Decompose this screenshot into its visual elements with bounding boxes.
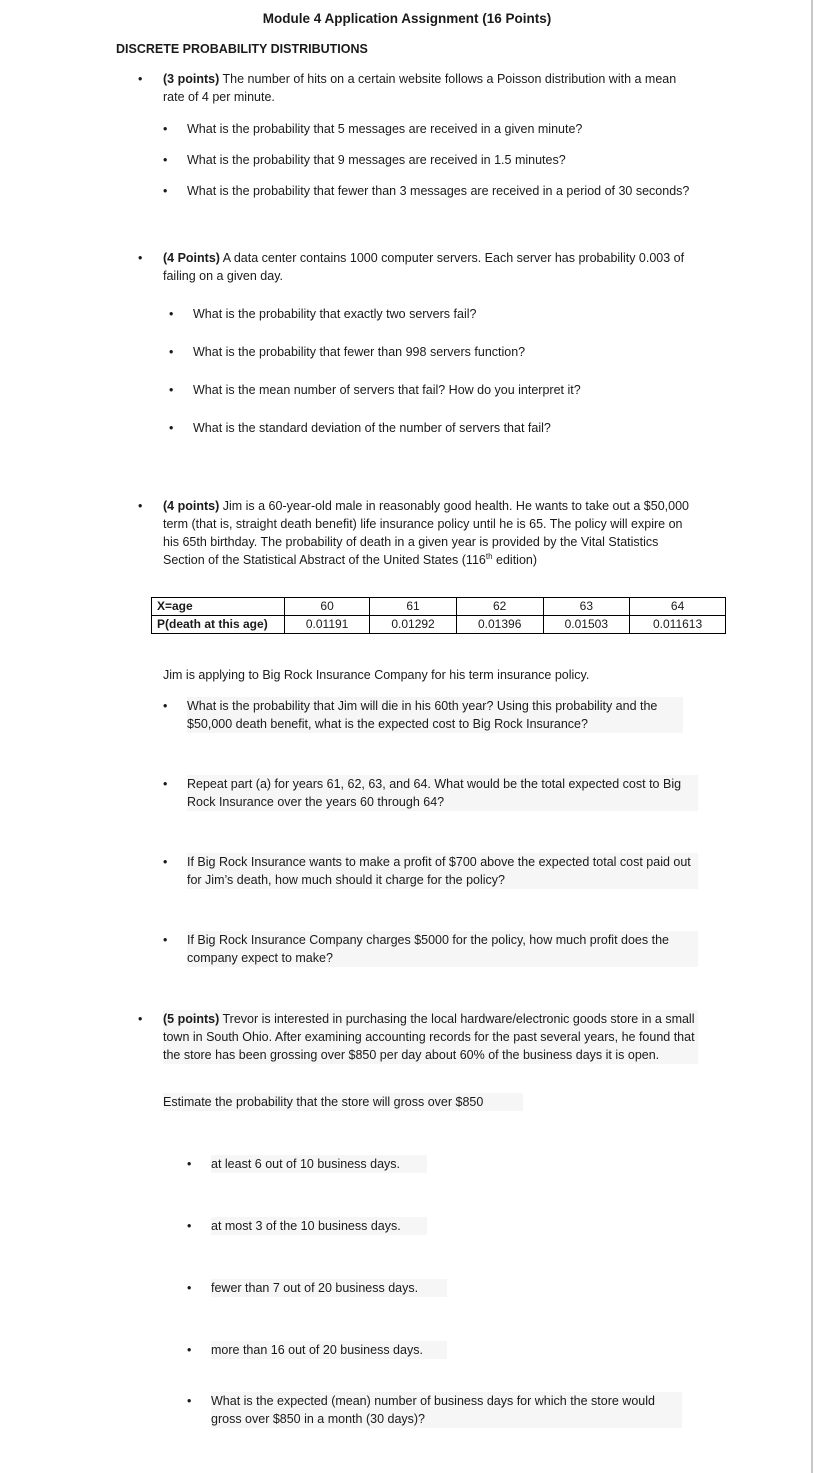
question-3-text: Jim is a 60-year-old male in reasonably good health. He wants to take out a $50,000 term (that is, straight death benefit) life insurance policy until he is 65. The policy will expire on his 65th birthday. The probability of death in a given year is provided by the Vital Statistics Section of the Statistical Abstract of the United States (116 — [163, 499, 689, 567]
table-cell: 62 — [456, 598, 543, 616]
table-cell: 0.01191 — [285, 616, 370, 634]
question-4-estimate: Estimate the probability that the store will gross over $850 — [163, 1093, 523, 1111]
question-3-sub-2: • Repeat part (a) for years 61, 62, 63, and 64. What would be the total expected cost to Big Rock Insurance over the years 60 through 64? — [163, 775, 698, 811]
table-cell: 60 — [285, 598, 370, 616]
question-2: • (4 Points) A data center contains 1000 computer servers. Each server has probability 0.003 of failing on a given day. — [138, 251, 685, 283]
question-1-sub-2: • What is the probability that 9 messages are received in 1.5 minutes? — [163, 153, 566, 167]
question-4-sub-1: • at least 6 out of 10 business days. — [187, 1155, 427, 1173]
table-cell: 0.011613 — [630, 616, 726, 634]
question-4-sub-5: • What is the expected (mean) number of business days for which the store would gross over $850 in a month (30 days)? — [187, 1392, 682, 1428]
table-row-label: P(death at this age) — [152, 616, 285, 634]
table-cell: 63 — [543, 598, 630, 616]
table-row — [152, 598, 726, 616]
table-cell: 64 — [630, 598, 726, 616]
question-1-sub-1: • What is the probability that 5 messages are received in a given minute? — [163, 122, 583, 136]
question-2-sub-4: • What is the standard deviation of the number of servers that fail? — [169, 421, 551, 435]
question-3-points: (4 points) — [163, 499, 220, 513]
table-cell: 0.01396 — [456, 616, 543, 634]
question-2-text: A data center contains 1000 computer servers. Each server has probability 0.003 of failing on a given day. — [163, 251, 685, 283]
question-4-sub-4: • more than 16 out of 20 business days. — [187, 1341, 447, 1359]
question-3-sub-3: • If Big Rock Insurance wants to make a profit of $700 above the expected total cost paid out for Jim’s death, how much should it charge for the policy? — [163, 853, 698, 889]
question-3-sub-1: • What is the probability that Jim will die in his 60th year? Using this probability and the $50,000 death benefit, what is the expected cost to Big Rock Insurance? — [163, 697, 683, 733]
question-1-sub-3: • What is the probability that fewer than 3 messages are received in a period of 30 seconds? — [163, 184, 690, 198]
table-row — [152, 616, 726, 634]
question-2-sub-3: • What is the mean number of servers that fail? How do you interpret it? — [169, 383, 581, 397]
table-cell: 0.01292 — [370, 616, 457, 634]
question-1-text: The number of hits on a certain website follows a Poisson distribution with a mean rate of 4 per minute. — [163, 72, 677, 104]
question-2-sub-1: • What is the probability that exactly two servers fail? — [169, 307, 477, 321]
question-3-sub-4: • If Big Rock Insurance Company charges $5000 for the policy, how much profit does the company expect to make? — [163, 931, 698, 967]
table-cell: 61 — [370, 598, 457, 616]
table-cell: 0.01503 — [543, 616, 630, 634]
table-row-label: X=age — [152, 598, 285, 616]
question-1 — [138, 70, 698, 106]
question-4-sub-2: • at most 3 of the 10 business days. — [187, 1217, 427, 1235]
question-3: • (4 points) Jim is a 60-year-old male in reasonably good health. He wants to take out a $50,000 term (that is, straight death benefit) life insurance policy until he is 65. The policy will expire on his 65th birthday. The probability of death in a given year is provided by the Vital Statistics Section of the Statistical Abstract of the United States (116th edition) — [138, 499, 689, 567]
question-4-text: Trevor is interested in purchasing the local hardware/electronic goods store in a small town in South Ohio. After examining accounting records for the past several years, he found that the store has been grossing over $850 per day about 60% of the business days it is open. — [163, 1012, 695, 1062]
question-2-points: (4 Points) — [163, 251, 220, 265]
question-1-points: (3 points) — [163, 72, 220, 86]
question-4: • (5 points) Trevor is interested in purchasing the local hardware/electronic goods store in a small town in South Ohio. After examining accounting records for the past several years, he found that the store has been grossing over $850 per day about 60% of the business days it is open. — [138, 1010, 698, 1064]
question-3-intro: Jim is applying to Big Rock Insurance Company for his term insurance policy. — [163, 668, 590, 682]
page-title: Module 4 Application Assignment (16 Points) — [262, 11, 552, 26]
question-2-sub-2: • What is the probability that fewer than 998 servers function? — [169, 345, 526, 359]
death-probability-table — [151, 597, 726, 634]
question-4-sub-3: • fewer than 7 out of 20 business days. — [187, 1279, 447, 1297]
bullet: • — [138, 72, 143, 86]
section-heading: DISCRETE PROBABILITY DISTRIBUTIONS — [116, 42, 368, 56]
question-4-points: (5 points) — [163, 1012, 220, 1026]
page-edge-rule — [811, 0, 813, 1473]
